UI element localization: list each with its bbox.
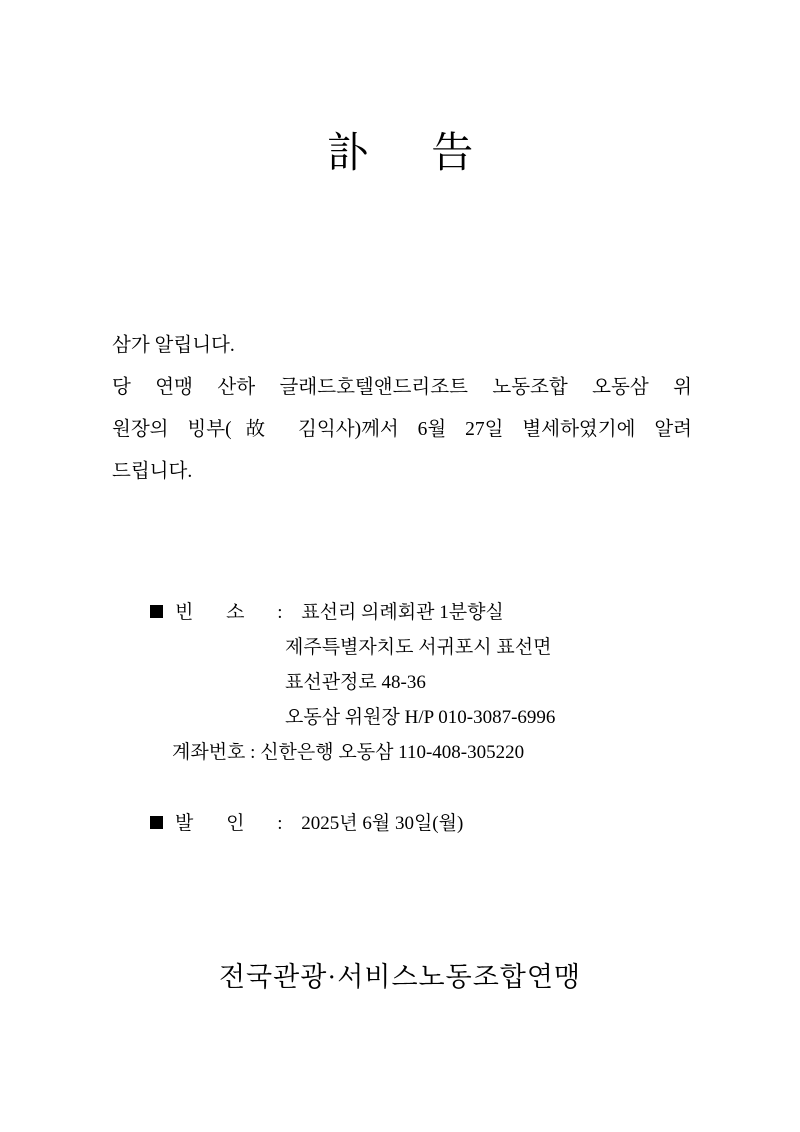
contact-row <box>150 700 710 735</box>
venue-address-line-1: 제주특별자치도 서귀포시 표선면 <box>285 637 552 658</box>
notice-line-3: 원장의 빙부(故 김익사)께서 6월 27일 별세하였기에 알려 <box>112 419 692 440</box>
venue-value: 표선리 의례회관 1분향실 <box>301 602 504 623</box>
bullet-square-icon <box>150 605 163 618</box>
venue-row <box>150 595 710 630</box>
details-block <box>150 595 710 770</box>
bullet-square-icon-2 <box>150 816 163 829</box>
venue-address-row-2 <box>150 665 710 700</box>
footer-organization: 전국관광·서비스노동조합연맹 <box>218 962 582 992</box>
issue-value: 2025년 6월 30일(월) <box>301 813 464 834</box>
venue-address-line-2: 표선관정로 48-36 <box>285 672 426 693</box>
issue-date-row <box>150 808 463 835</box>
account-value: 신한은행 오동삼 110-408-305220 <box>260 742 525 763</box>
contact-value: 오동삼 위원장 H/P 010-3087-6996 <box>285 707 556 728</box>
notice-body <box>112 325 692 493</box>
notice-line-4: 드립니다. <box>112 461 193 482</box>
account-label: 계좌번호 : <box>172 742 256 763</box>
venue-address-row-1 <box>150 630 710 665</box>
venue-label: 빈 소 : <box>175 602 297 623</box>
issue-label: 발 인 : <box>175 813 297 834</box>
notice-line-1: 삼가 알립니다. <box>112 335 235 356</box>
account-row <box>150 735 710 770</box>
notice-line-2: 당 연맹 산하 글래드호텔앤드리조트 노동조합 오동삼 위 <box>112 377 692 398</box>
document-title: 訃 告 <box>326 131 500 177</box>
